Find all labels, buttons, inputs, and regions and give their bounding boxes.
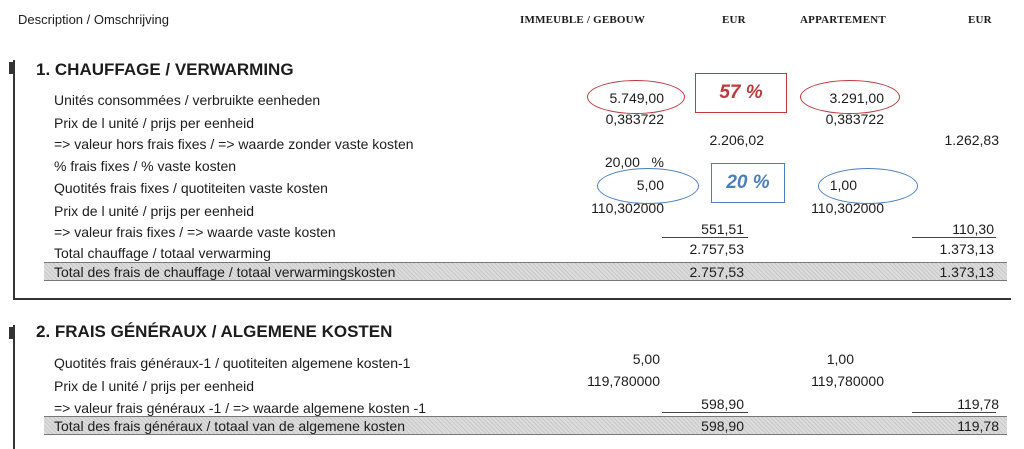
eur-value-2: 1.373,13	[939, 241, 994, 257]
building-value: 5.749,00	[609, 90, 664, 106]
row-label: % frais fixes / % vaste kosten	[54, 158, 237, 174]
blue-percentage-box: 20 %	[711, 163, 785, 203]
apartment-value: 110,302000	[811, 200, 884, 216]
description-header: Description / Omschrijving	[18, 12, 169, 27]
apartment-value: 1,00	[826, 351, 854, 367]
building-value: 0,383722	[605, 111, 664, 127]
building-value: 119,780000	[587, 373, 660, 389]
row-label: Quotités frais fixes / quotiteiten vaste kosten	[54, 180, 328, 196]
row-label: Prix de l unité / prijs per eenheid	[54, 115, 254, 131]
row-label: Prix de l unité / prijs per eenheid	[54, 203, 254, 219]
apartment-value: 3.291,00	[829, 90, 884, 106]
blue-circle-apartment-quotities	[818, 168, 918, 204]
general-total-eur-2: 119,78	[957, 418, 999, 434]
red-percentage-box: 57 %	[695, 73, 787, 113]
eur-column-header-1: EUR	[722, 14, 746, 26]
row-label: => valeur hors frais fixes / => waarde zonder vaste kosten	[54, 136, 414, 152]
apartment-value: 119,780000	[811, 373, 884, 389]
red-circle-apartment-units	[800, 80, 900, 114]
building-value: 20,00 %	[604, 154, 664, 170]
general-underline-2	[912, 412, 996, 413]
eur-value-1: 2.757,53	[689, 241, 744, 257]
blue-circle-building-quotities	[597, 168, 699, 204]
apartment-value: 1,00	[829, 177, 857, 193]
eur-value-2: 119,78	[957, 396, 999, 412]
row-label: Unités consommées / verbruikte eenheden	[54, 92, 321, 108]
row-label: => valeur frais généraux -1 / => waarde algemene kosten -1	[54, 400, 426, 416]
subtotal-underline-1	[662, 237, 748, 238]
eur-value-1: 551,51	[701, 221, 744, 237]
row-label: => valeur frais fixes / => waarde vaste kosten	[54, 224, 336, 240]
general-underline-1	[662, 412, 748, 413]
general-total-eur-1: 598,90	[701, 418, 744, 434]
building-column-header: IMMEUBLE / GEBOUW	[520, 14, 646, 26]
general-total-label: Total des frais généraux / totaal van de algemene kosten	[54, 418, 405, 434]
section-title-general-costs: 2. FRAIS GÉNÉRAUX / ALGEMENE KOSTEN	[36, 322, 393, 341]
eur-value-1: 2.206,02	[709, 132, 764, 148]
building-value: 5,00	[636, 177, 664, 193]
eur-value-1: 598,90	[701, 396, 744, 412]
building-value: 5,00	[632, 351, 660, 367]
apartment-column-header: APPARTEMENT	[800, 14, 886, 26]
section-frame-bottom-1	[13, 298, 1011, 300]
section-frame-left-2	[13, 325, 15, 449]
row-label: Total chauffage / totaal verwarming	[54, 245, 271, 261]
eur-value-2: 110,30	[952, 221, 994, 237]
apartment-value: 0,383722	[825, 111, 884, 127]
row-label: Quotités frais généraux-1 / quotiteiten algemene kosten-1	[54, 355, 411, 371]
eur-value-2: 1.262,83	[944, 132, 999, 148]
section-title-heating: 1. CHAUFFAGE / VERWARMING	[36, 60, 294, 79]
heating-total-eur-1: 2.757,53	[689, 264, 744, 280]
subtotal-underline-2	[912, 237, 996, 238]
eur-column-header-2: EUR	[968, 14, 992, 26]
building-value: 110,302000	[591, 200, 664, 216]
section-frame-left-1	[13, 60, 15, 300]
heating-total-label: Total des frais de chauffage / totaal verwarmingskosten	[54, 264, 396, 280]
row-label: Prix de l unité / prijs per eenheid	[54, 378, 254, 394]
heating-total-eur-2: 1.373,13	[939, 264, 994, 280]
red-circle-building-units	[587, 80, 685, 114]
